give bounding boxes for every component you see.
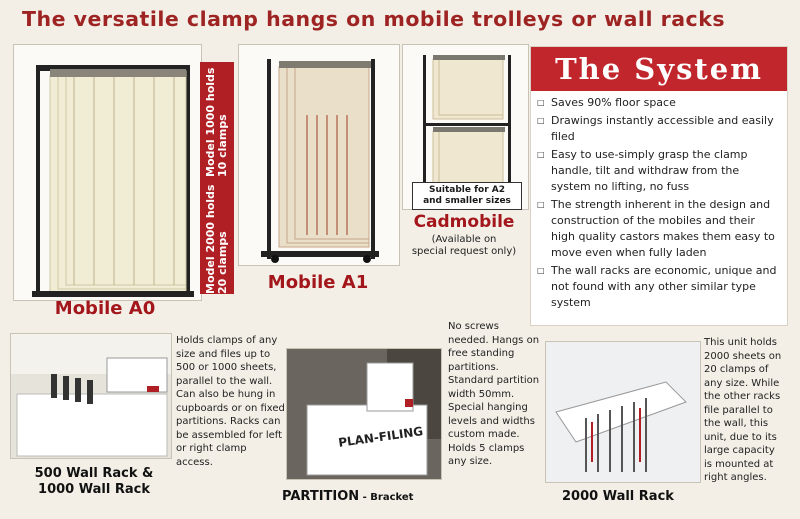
sticker-line-1: Suitable for A2 <box>428 185 505 195</box>
mobile-a0-photo <box>13 44 202 301</box>
system-feature-item <box>537 197 779 261</box>
wall-rack-caption-line-2: 1000 Wall Rack <box>38 482 150 497</box>
system-feature-text: Easy to use-simply grasp the clamp handle, tilt and withdraw from the system no lifting, no fuss <box>551 148 748 193</box>
rack-2000-description: This unit holds 2000 sheets on 20 clamps of any size. While the other racks file parallel to the wall, this unit, due to its large capacity is mounted at right angles. <box>704 337 782 483</box>
plan-filing-sign: PLAN-FILING <box>337 424 424 450</box>
cadmobile-size-sticker <box>412 182 522 210</box>
rack-2000-illustration <box>546 342 700 482</box>
cadmobile-note-line-2: special request only) <box>411 246 517 257</box>
wall-rack-photo <box>10 333 172 459</box>
wall-rack-caption <box>24 466 164 498</box>
system-title: The System <box>531 47 787 91</box>
partition-bracket-photo <box>286 348 442 480</box>
system-feature-text: Drawings instantly accessible and easily filed <box>551 114 774 143</box>
cadmobile-note-line-1: (Available on <box>431 234 497 245</box>
mobile-a1-illustration <box>239 45 399 265</box>
banner-line-1: Model 2000 holds 20 clamps <box>204 184 229 294</box>
bullet-icon: □ <box>537 116 545 125</box>
mobile-a0-caption: Mobile A0 <box>54 298 156 319</box>
bullet-icon: □ <box>537 266 545 275</box>
system-feature-text: The wall racks are economic, unique and not found with any other similar type system <box>551 264 777 309</box>
partition-caption-sub: - Bracket <box>359 492 414 503</box>
system-feature-text: Saves 90% floor space <box>551 96 676 109</box>
partition-bracket-illustration <box>287 349 441 479</box>
model-capacity-banner <box>200 62 234 294</box>
system-feature-item <box>537 113 779 145</box>
partition-caption-main: PARTITION <box>282 489 360 504</box>
system-panel <box>530 46 788 326</box>
bullet-icon: □ <box>537 98 545 107</box>
sticker-line-2: and smaller sizes <box>423 196 511 206</box>
system-feature-text: The strength inherent in the design and construction of the mobiles and their high quality castors makes them easy to move even when fully laden <box>551 198 775 259</box>
bullet-icon: □ <box>537 200 545 209</box>
wall-rack-description: Holds clamps of any size and files up to 500 or 1000 sheets, parallel to the wall. Can also be hung in cupboards or on fixed partitions. Racks can be assembled for left or right clamp access. <box>176 335 285 468</box>
page-headline: The versatile clamp hangs on mobile trolleys or wall racks <box>22 7 726 31</box>
system-feature-item <box>537 263 779 311</box>
mobile-a1-caption: Mobile A1 <box>267 272 369 293</box>
partition-caption <box>282 489 413 504</box>
wall-rack-illustration <box>11 334 171 458</box>
rack-2000-caption: 2000 Wall Rack <box>562 489 674 504</box>
partition-description: No screws needed. Hangs on free standing partitions. Standard partition width 50mm. Special hanging levels and widths custom made. Holds 5 clamps any size. <box>448 321 540 467</box>
mobile-a1-photo <box>238 44 400 266</box>
cadmobile-title: Cadmobile <box>413 212 515 232</box>
mobile-a0-illustration <box>14 45 201 300</box>
banner-line-2: Model 1000 holds 10 clamps <box>204 67 229 177</box>
cadmobile-note <box>400 234 528 258</box>
wall-rack-caption-line-1: 500 Wall Rack & <box>34 466 154 481</box>
rack-2000-photo <box>545 341 701 483</box>
system-feature-item <box>537 147 779 195</box>
bullet-icon: □ <box>537 150 545 159</box>
system-feature-list <box>531 91 787 311</box>
system-feature-item <box>537 95 779 111</box>
